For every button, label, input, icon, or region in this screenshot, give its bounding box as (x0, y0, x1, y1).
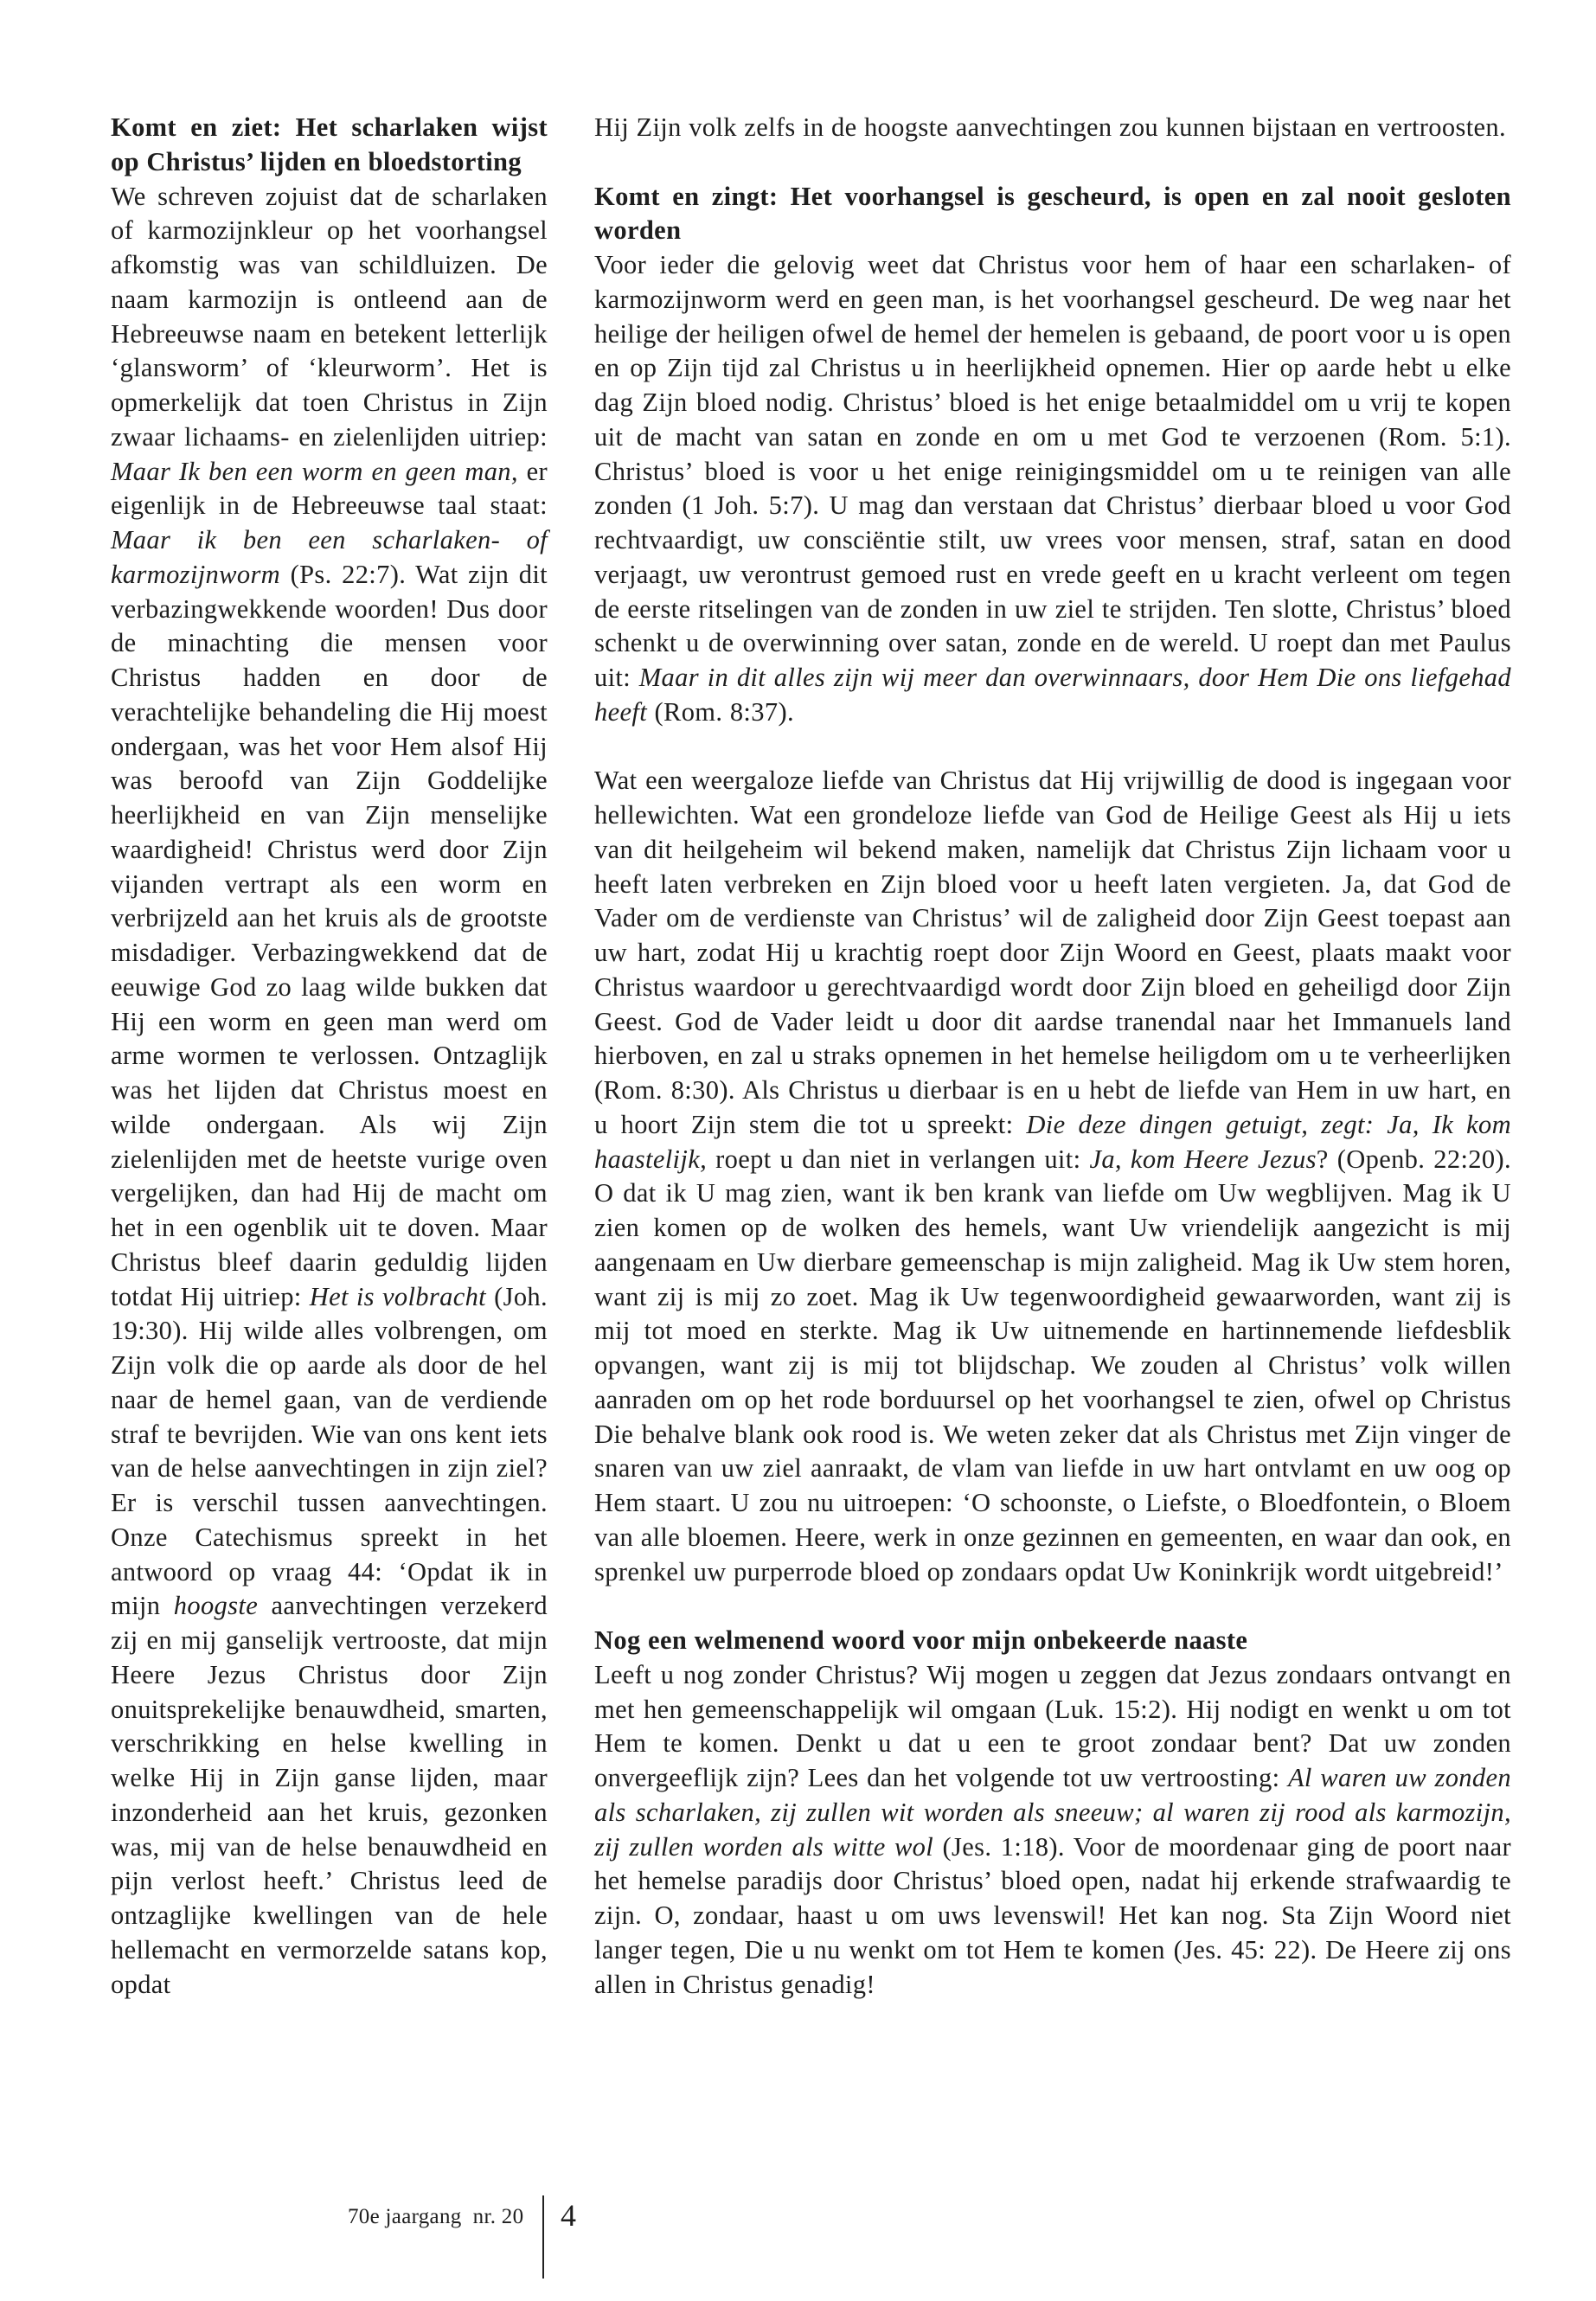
body-paragraph (111, 180, 548, 2003)
text-run: aanvechtingen verzekerd zij en mij ganselijk vertrooste, dat mijn Heere Jezus Christus door Zijn onuitsprekelijke benauwdheid, smarten, verschrikking en helse kwelling in welke Hij in Zijn ganse lijden, maar inzonderheid aan het kruis, gezonken was, mij van de helse benauwdheid en pijn verlost heeft.’ Christus leed de ontzaglijke kwellingen van de hele hellemacht en vermorzelde satans kop, opdat (111, 1591, 548, 1999)
text-run: (Rom. 8:37). (647, 696, 794, 727)
italic-quote: Maar ik ben een scharlaken- of karmozijnworm (111, 525, 548, 589)
footer-divider (542, 2195, 544, 2279)
text-run: (Joh. 19:30). Hij wilde alles volbrengen, om Zijn volk die op aarde als door de hel naar de hemel gaan, van de verdiende straf te bevrijden. Wie van ons kent iets van de helse aanvechtingen in zijn ziel? Er is verschil tussen aanvechtingen. Onze Catechismus spreekt in het antwoord op vraag 44: ‘Opdat ik in mijn (111, 1281, 548, 1621)
italic-quote: Al waren uw zonden als scharlaken, zij zullen wit worden als sneeuw; al waren zij rood als karmozijn, zij zullen worden als witte wol (594, 1763, 1511, 1862)
section-heading-welmenend-woord: Nog een welmenend woord voor mijn onbekeerde naaste (594, 1625, 1248, 1655)
text-run: er eigenlijk in de Hebreeuwse taal staat: (111, 456, 548, 521)
issue-label: 70e jaargang nr. 20 (348, 2205, 524, 2228)
right-column (594, 111, 1511, 2002)
italic-quote: hoogste (173, 1591, 259, 1621)
left-column (111, 111, 548, 2002)
italic-quote: Maar Ik ben een worm en geen man, (111, 456, 518, 486)
section-heading-komt-en-ziet: Komt en ziet: Het scharlaken wijst op Christus’ lijden en bloedstorting (111, 112, 548, 176)
italic-quote: Ja, kom Heere Jezus (1089, 1144, 1317, 1174)
text-run: Leeft u nog zonder Christus? Wij mogen u zeggen dat Jezus zondaars ontvangt en met hen gemeenschappelijk wil omgaan (Luk. 15:2). Hij nodigt en wenkt u om tot Hem te komen. Denkt u dat u een te groot zondaar bent? Dat uw zonden onvergeeflijk zijn? Lees dan het volgende tot uw vertroosting: (594, 1659, 1511, 1792)
body-paragraph (594, 764, 1511, 1589)
body-paragraph (594, 1658, 1511, 2003)
text-run: Hij Zijn volk zelfs in de hoogste aanvechtingen zou kunnen bijstaan en vertroosten. (594, 112, 1506, 142)
body-paragraph (594, 248, 1511, 730)
continued-paragraph (594, 111, 1511, 145)
text-run: (Ps. 22:7). Wat zijn dit verbazingwekkende woorden! Dus door de minachting die mensen voor Christus hadden en door de verachtelijke behandeling die Hij moest ondergaan, was het voor Hem alsof Hij was beroofd van Zijn Goddelijke heerlijkheid en van Zijn menselijke waardigheid! Christus werd door Zijn vijanden vertrapt als een worm en verbrijzeld aan het kruis als de grootste misdadiger. Verbazingwekkend dat de eeuwige God zo laag wilde bukken dat Hij een worm en geen man werd om arme wormen te verlossen. Ontzaglijk was het lijden dat Christus moest en wilde ondergaan. Als wij Zijn zielenlijden met de heetste vurige oven vergelijken, dan had Hij de macht om het in een ogenblik uit te doven. Maar Christus bleef daarin geduldig lijden totdat Hij uitriep: (111, 559, 548, 1311)
italic-quote: Die deze dingen getuigt, zegt: Ja, Ik kom haastelijk, (594, 1109, 1511, 1174)
italic-quote: Het is volbracht (309, 1281, 487, 1311)
text-run: We schreven zojuist dat de scharlaken of karmozijnkleur op het voorhangsel afkomstig was van schildluizen. De naam karmozijn is ontleend aan de Hebreeuwse naam en betekent letterlijk ‘glansworm’ of ‘kleurworm’. Het is opmerkelijk dat toen Christus in Zijn zwaar lichaams- en zielenlijden uitriep: (111, 181, 548, 452)
italic-quote: Maar in dit alles zijn wij meer dan overwinnaars, door Hem Die ons liefgehad heeft (594, 663, 1512, 727)
text-run: Wat een weergaloze liefde van Christus dat Hij vrijwillig de dood is ingegaan voor hellewichten. Wat een grondeloze liefde van God de Heilige Geest als Hij u iets van dit heilgeheim wil bekend maken, namelijk dat Christus Zijn lichaam voor u heeft laten verbreken en Zijn bloed voor u heeft laten vergieten. Ja, dat God de Vader om de verdienste van Christus’ wil de zaligheid door Zijn Geest toepast aan uw hart, zodat Hij u krachtig roept door Zijn Woord en Geest, plaats maakt voor Christus waardoor u gerechtvaardigd wordt door Zijn bloed en geheiligd door Zijn Geest. God de Vader leidt u door dit aardse tranendal naar het Immanuels land hierboven, en zal u straks opnemen in het hemelse heiligdom om u te verheerlijken (Rom. 8:30). Als Christus u dierbaar is en u hebt de liefde van Hem in uw hart, en u hoort Zijn stem die tot u spreekt: (594, 766, 1511, 1139)
text-run: roept u dan niet in verlangen uit: (707, 1144, 1090, 1174)
section-heading-komt-en-zingt: Komt en zingt: Het voorhangsel is gescheurd, is open en zal nooit gesloten worden (594, 181, 1511, 246)
page-number: 4 (561, 2198, 576, 2233)
text-run: Voor ieder die gelovig weet dat Christus voor hem of haar een scharlaken- of karmozijnworm werd en geen man, is het voorhangsel gescheurd. De weg naar het heilige der heiligen ofwel de hemel der hemelen is gebaand, de poort voor u is open en op Zijn tijd zal Christus u in heerlijkheid opnemen. Hier op aarde hebt u elke dag Zijn bloed nodig. Christus’ bloed is het enige betaalmiddel om u vrij te kopen uit de macht van satan en zonde en om u met God te verzoenen (Rom. 5:1). Christus’ bloed is voor u het enige reinigingsmiddel om u te reinigen van alle zonden (1 Joh. 5:7). U mag dan verstaan dat Christus’ dierbaar bloed u voor God rechtvaardigt, uw consciëntie stilt, uw vrees voor mensen, straf, satan en dood verjaagt, uw verontrust gemoed rust en vrede geeft en u kracht verleent om tegen de eerste ritselingen van de zonden in uw ziel te strijden. Ten slotte, Christus’ bloed schenkt u de overwinning over satan, zonde en de wereld. U roept dan met Paulus uit: (594, 250, 1511, 692)
text-run: ? (Openb. 22:20). O dat ik U mag zien, want ik ben krank van liefde om Uw wegblijven. Mag ik U zien komen op de wolken des hemels, want Uw vriendelijk aangezicht is mij aangenaam en Uw dierbare gemeenschap is mijn zaligheid. Mag ik Uw stem horen, want zij is mij zo zoet. Mag ik Uw tegenwoordigheid gewaarworden, want zij is mij tot moed en sterkte. Mag ik Uw uitnemende en hartinnemende liefdesblik opvangen, want zij is mij tot blijdschap. We zouden al Christus’ volk willen aanraden om op het rode borduursel op het voorhangsel te zien, ofwel op Christus Die behalve blank ook rood is. We weten zeker dat als Christus met Zijn vinger de snaren van uw ziel aanraakt, de vlam van liefde in uw hart ontvlamt en uw oog op Hem staart. U zou nu uitroepen: ‘O schoonste, o Liefste, o Bloedfontein, o Bloem van alle bloemen. Heere, werk in onze gezinnen en gemeenten, en waar dan ook, en sprenkel uw purperrode bloed op zondaars opdat Uw Koninkrijk wordt uitgebreid!’ (594, 1144, 1511, 1586)
text-run: (Jes. 1:18). Voor de moordenaar ging de poort naar het hemelse paradijs door Christus’ bloed open, nadat hij erkende strafwaardig te zijn. O, zondaar, haast u om uws levenswil! Het kan nog. Sta Zijn Woord niet langer tegen, Die u nu wenkt om tot Hem te komen (Jes. 45: 22). De Heere zij ons allen in Christus genadig! (594, 1831, 1511, 1999)
